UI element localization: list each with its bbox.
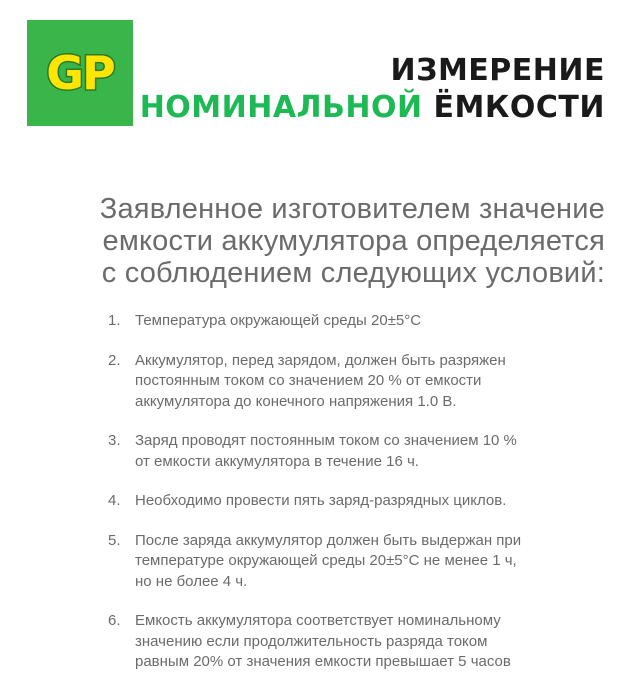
condition-text: значению если продолжительность разряда током	[135, 632, 488, 650]
condition-number: 6.	[108, 612, 121, 629]
intro-line: Заявленное изготовителем значение	[99, 193, 605, 225]
intro-line: емкости аккумулятора определяется	[102, 225, 605, 257]
condition-text: Заряд проводят постоянным током со значением 10 %	[135, 432, 517, 449]
condition-text: но не более 4 ч.	[135, 572, 248, 590]
condition-text: температуре окружающей среды 20±5°C не менее 1 ч,	[135, 552, 517, 569]
condition-item	[108, 491, 598, 512]
condition-item	[108, 431, 598, 472]
title-line-2-dark: ЁМКОСТИ	[433, 90, 605, 125]
title-line-1: ИЗМЕРЕНИЕ	[390, 53, 605, 88]
page-title	[140, 52, 605, 126]
intro-paragraph	[45, 193, 605, 289]
condition-text: от емкости аккумулятора в течение 16 ч.	[135, 452, 419, 470]
gp-logo	[27, 20, 133, 126]
conditions-list	[108, 311, 598, 692]
condition-number: 1.	[108, 312, 121, 329]
condition-text: Аккумулятор, перед зарядом, должен быть разряжен	[135, 351, 506, 369]
title-line-2-green: НОМИНАЛЬНОЙ	[139, 90, 434, 125]
condition-item	[108, 311, 598, 332]
condition-number: 5.	[108, 531, 121, 549]
condition-number: 2.	[108, 351, 121, 369]
condition-item	[108, 351, 598, 413]
intro-line: с соблюдением следующих условий:	[101, 257, 605, 289]
condition-text: После заряда аккумулятор должен быть выдержан при	[135, 531, 522, 549]
condition-text: равным 20% от значения емкости превышает 5 часов	[135, 653, 511, 670]
condition-text: аккумулятора до конечного напряжения 1.0 В.	[135, 392, 457, 410]
condition-item	[108, 611, 598, 673]
condition-text: постоянным током со значением 20 % от емкости	[135, 372, 482, 389]
condition-item	[108, 531, 598, 593]
logo-text: GP	[46, 46, 114, 100]
condition-text: Емкость аккумулятора соответствует номинальному	[135, 612, 501, 629]
condition-number: 3.	[108, 432, 121, 449]
condition-text: Температура окружающей среды 20±5°C	[135, 312, 422, 329]
condition-text: Необходимо провести пять заряд-разрядных циклов.	[135, 492, 507, 509]
condition-number: 4.	[108, 492, 121, 509]
title-line-2	[140, 89, 605, 126]
